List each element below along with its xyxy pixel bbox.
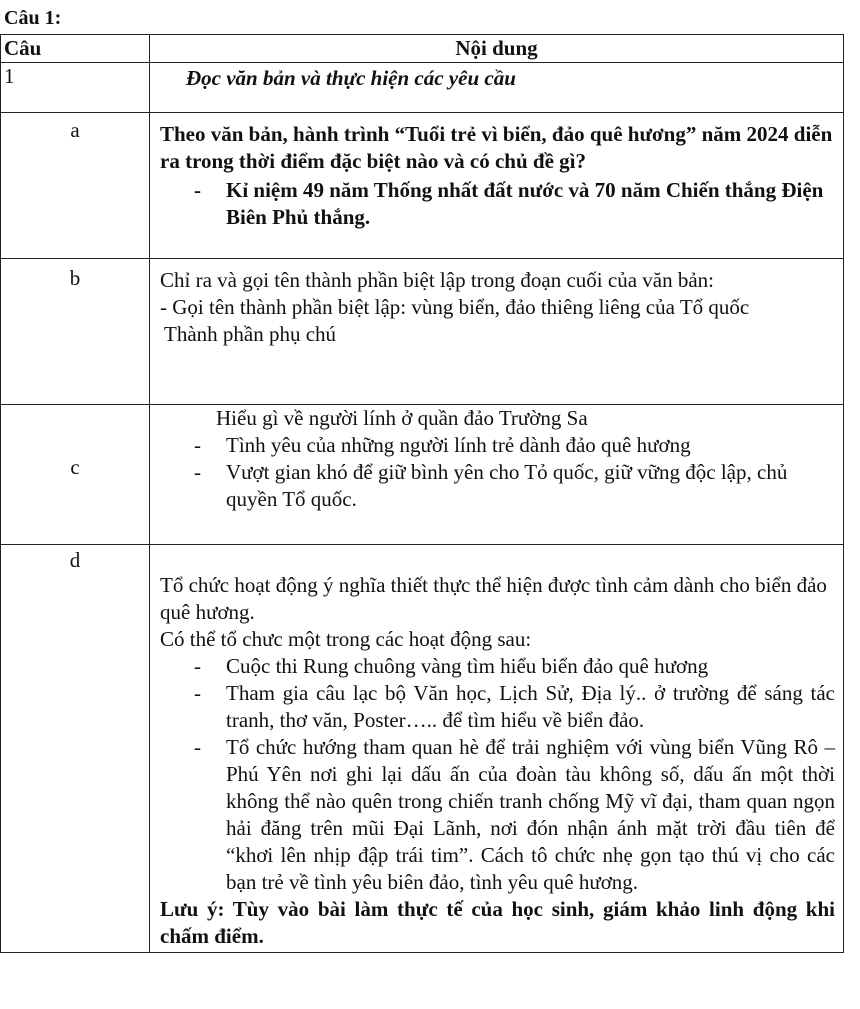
row-d-number: d [1, 545, 150, 953]
table-header-row [1, 35, 844, 63]
table-row-a [1, 113, 844, 259]
row-d-note: Lưu ý: Tùy vào bài làm thực tế của học sinh, giám khảo linh động khi chấm điểm. [160, 897, 835, 948]
row-a-number: a [1, 113, 150, 259]
header-question-col: Câu [1, 35, 150, 63]
row-b-line-1: Chỉ ra và gọi tên thành phần biệt lập trong đoạn cuối của văn bản: [160, 268, 715, 292]
row-d-paragraph-2: Có thể tổ chưc một trong các hoạt động sau: [160, 627, 532, 651]
row-c-bullet-2: - Vượt gian khó để giữ bình yên cho Tỏ quốc, giữ vững độc lập, chủ quyền Tổ quốc. [160, 459, 835, 513]
table-row-1 [1, 63, 844, 113]
table-row-c [1, 405, 844, 545]
row-c-content [150, 405, 844, 545]
row-c-list [160, 432, 835, 513]
row-d-content [150, 545, 844, 953]
row-b-line-2: - Gọi tên thành phần biệt lập: vùng biển, đảo thiêng liêng của Tổ quốc [160, 295, 750, 319]
row-b-line-3: Thành phần phụ chú [164, 322, 337, 346]
row-1-title-text: Đọc văn bản và thực hiện các yêu cầu [186, 66, 516, 90]
row-a-question: Theo văn bản, hành trình “Tuổi trẻ vì biển, đảo quê hương” năm 2024 diễn ra trong thời điểm đặc biệt nào và có chủ đề gì? [160, 122, 833, 173]
table-row-d [1, 545, 844, 953]
header-content-col: Nội dung [150, 35, 844, 63]
row-d-paragraph-1: Tổ chức hoạt động ý nghĩa thiết thực thể hiện được tình cảm dành cho biển đảo quê hương. [160, 573, 827, 624]
row-d-list [160, 653, 835, 896]
row-a-bullet: - Kỉ niệm 49 năm Thống nhất đất nước và 70 năm Chiến thắng Điện Biên Phủ thắng. [160, 177, 835, 231]
row-c-bullet-1: - Tình yêu của những người lính trẻ dành đảo quê hương [160, 432, 835, 459]
row-a-content [150, 113, 844, 259]
row-d-bullet-3: - Tổ chức hướng tham quan hè để trải nghiệm với vùng biển Vũng Rô – Phú Yên nơi ghi lại dấu ấn của đoàn tàu không số, dấu ấn một thời không thể nào quên trong chiến tranh chống Mỹ vĩ đại, tham quan ngọn hải đăng trên mũi Đại Lãnh, nơi đón nhận ánh mặt trời đầu tiên để “khơi lên nhịp đập trái tim”. Cách tô chức nhẹ gọn tạo thú vị cho các bạn trẻ về tình yêu biên đảo, tình yêu quê hương. [160, 734, 835, 896]
row-d-bullet-2: - Tham gia câu lạc bộ Văn học, Lịch Sử, Địa lý.. ở trường để sáng tác tranh, thơ văn, Poster….. để tìm hiểu về biển đảo. [160, 680, 835, 734]
row-a-list [160, 177, 835, 231]
row-1-number: 1 [1, 63, 150, 113]
row-1-title [150, 63, 844, 113]
table-row-b [1, 259, 844, 405]
answer-table [0, 34, 844, 953]
section-heading: Câu 1: [4, 7, 62, 29]
row-b-number: b [1, 259, 150, 405]
row-b-content [150, 259, 844, 405]
row-c-intro: Hiểu gì về người lính ở quần đảo Trường Sa [216, 406, 588, 430]
row-c-number: c [1, 405, 150, 545]
row-d-bullet-1: - Cuộc thi Rung chuông vàng tìm hiểu biển đảo quê hương [160, 653, 835, 680]
